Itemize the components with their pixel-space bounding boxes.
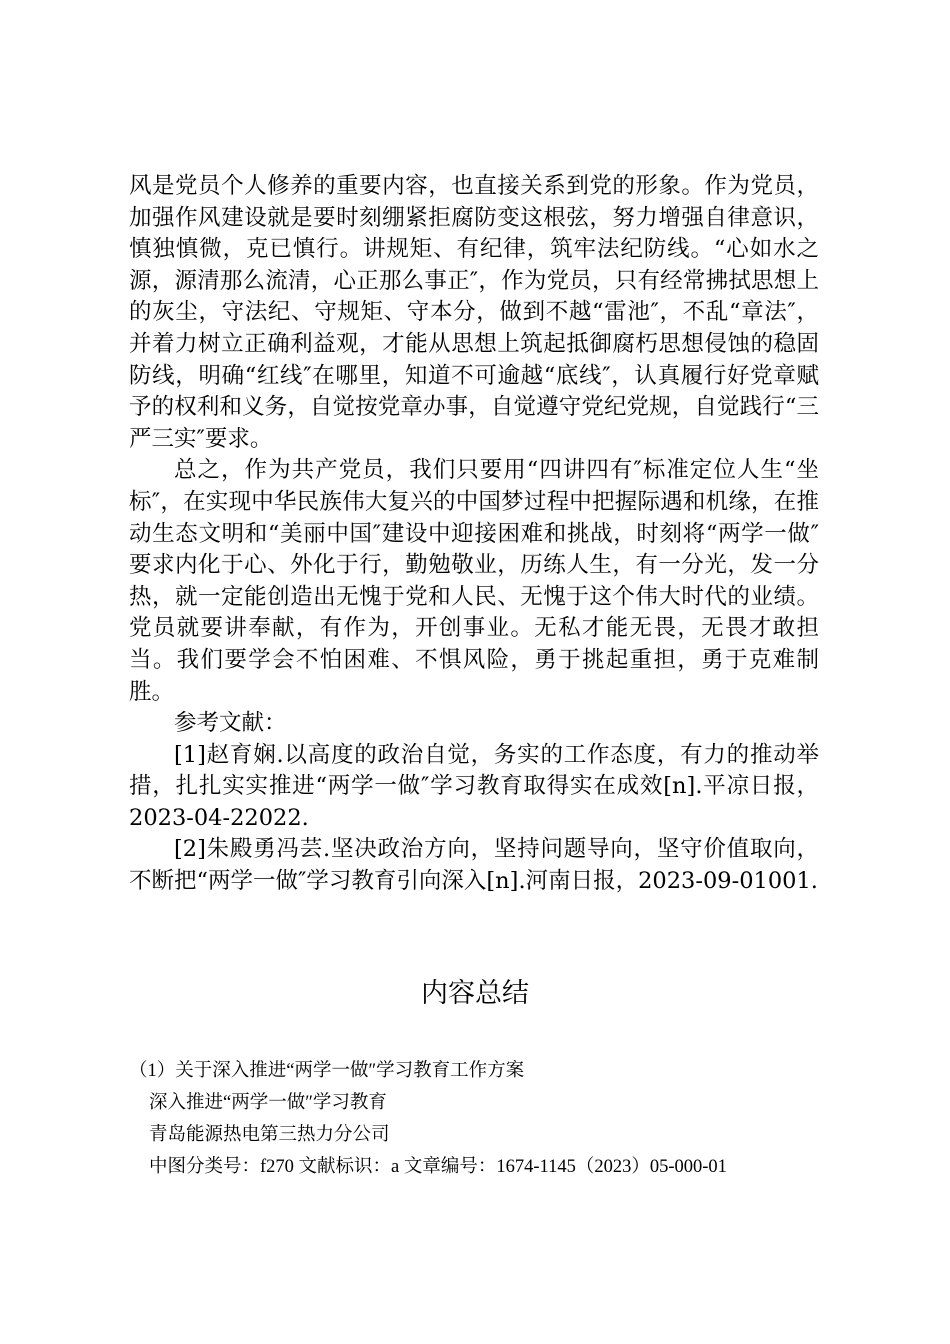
summary-line-classification: 中图分类号：f270 文献标识：a 文章编号：1674-1145（2023）05-000-01 (149, 1157, 727, 1177)
summary-line-title: （1）关于深入推进“两学一做″学习教育工作方案 (129, 1061, 525, 1081)
references-heading: 参考文献： (174, 710, 287, 737)
summary-title: 内容总结 (421, 978, 529, 1009)
summary-block (129, 1055, 829, 1183)
summary-line-organization: 青岛能源热电第三热力分公司 (149, 1125, 390, 1145)
reference-item-1: [1]赵育娴.以高度的政治自觉，务实的工作态度，有力的推动举措，扎扎实实推进“两学一做″学习教育取得实在成效[n].平凉日报，2023-04-22022. (129, 741, 819, 831)
paragraph-style-discipline: 风是党员个人修养的重要内容，也直接关系到党的形象。作为党员，加强作风建设就是要时刻绷紧拒腐防变这根弦，努力增强自律意识，慎独慎微，克已慎行。讲规矩、有纪律，筑牢法纪防线。“心如水之源，源清那么流清，心正那么事正″，作为党员，只有经常拂拭思想上的灰尘，守法纪、守规矩、守本分，做到不越“雷池″，不乱“章法″，并着力树立正确利益观，才能从思想上筑起抵御腐朽思想侵蚀的稳固防线，明确“红线″在哪里，知道不可逾越“底线″，认真履行好党章赋予的权利和义务，自觉按党章办事，自觉遵守党纪党规，自觉践行“三严三实″要求。 (129, 173, 819, 452)
paragraph-conclusion: 总之，作为共产党员，我们只要用“四讲四有″标准定位人生“坐标″，在实现中华民族伟大复兴的中国梦过程中把握际遇和机缘，在推动生态文明和“美丽中国″建设中迎接困难和挑战，时刻将“两学一做″要求内化于心、外化于行，勤勉敬业，历练人生，有一分光，发一分热，就一定能创造出无愧于党和人民、无愧于这个伟大时代的业绩。党员就要讲奉献，有作为，开创事业。无私才能无畏，无畏才敢担当。我们要学会不怕困难、不惧风险，勇于挑起重担，勇于克难制胜。 (129, 457, 819, 705)
summary-line-subject: 深入推进“两学一做″学习教育 (149, 1093, 387, 1113)
body-text (129, 171, 819, 898)
reference-item-2: [2]朱殿勇冯芸.坚决政治方向，坚持问题导向，坚守价值取向，不断把“两学一做″学习教育引向深入[n].河南日报，2023-09-01001. (129, 836, 819, 895)
